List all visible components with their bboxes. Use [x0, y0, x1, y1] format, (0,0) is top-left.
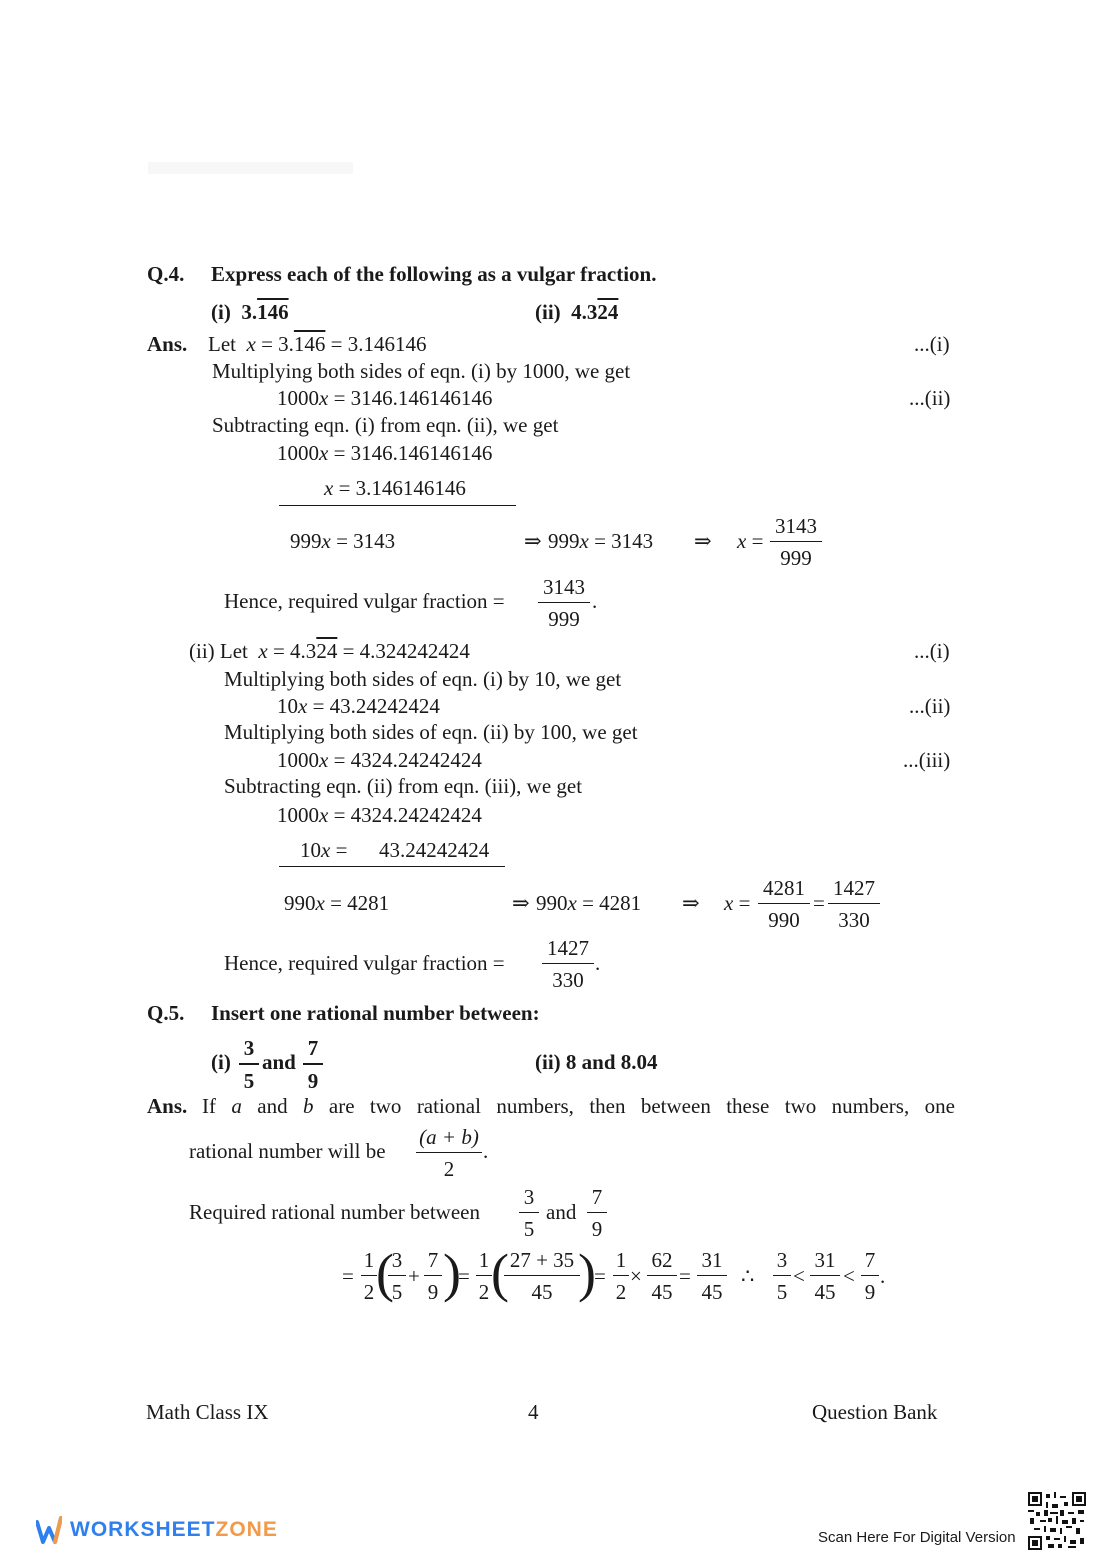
ans1-hence: Hence, required vulgar fraction =	[224, 589, 505, 613]
q5-option-2: (ii) 8 and 8.04	[535, 1050, 658, 1074]
ans1-x-equals: x =	[737, 529, 764, 553]
ans1-result: 999x = 3143	[290, 529, 396, 553]
fraction-3-5: $\frac{3}{5}$	[388, 1250, 406, 1303]
fraction-7-9: $\frac{7}{9}$	[303, 1038, 323, 1092]
equation-tag: ...(i)	[914, 332, 950, 356]
footer-subject: Math Class IX	[146, 1400, 269, 1424]
q5-option-1-label: (i)	[211, 1050, 231, 1074]
ans1-let-line: Let x = 3.146 = 3.146146	[208, 332, 427, 356]
ans2-result: 990x = 4281	[284, 891, 390, 915]
ans-label: Ans.	[147, 1094, 188, 1118]
ans1-multiply-text: Multiplying both sides of eqn. (i) by 1000, we get	[212, 359, 631, 383]
q5-number: Q.5.	[147, 1001, 185, 1025]
w-logo-icon	[36, 1516, 62, 1544]
fraction-31-45: $\frac{31}{45}$	[697, 1250, 727, 1303]
ans2-sub-line-1: 1000x = 4324.24242424	[277, 803, 482, 827]
worksheetzone-logo[interactable]	[36, 1516, 278, 1544]
q5-and: and	[262, 1050, 296, 1074]
fraction-27-plus-35-over-45: $\frac{27 + 35}{45}$	[504, 1250, 580, 1303]
less-than-sign: <	[793, 1264, 805, 1288]
answer-fraction-2: $\frac{1427}{330}$	[542, 938, 594, 991]
ans2-let-line: (ii) Let x = 4.324 = 4.324242424	[189, 639, 470, 663]
scan-instruction: Scan Here For Digital Version	[818, 1529, 1016, 1546]
q4-option-2: (ii) 4.324	[535, 300, 619, 324]
equation-tag: ...(iii)	[903, 748, 951, 772]
ans-label: Ans.	[147, 332, 188, 356]
answer-fraction-1: $\frac{3143}{999}$	[538, 577, 590, 630]
fraction-3143-999: $\frac{3143}{999}$	[770, 516, 822, 569]
implies-arrow: ⇒	[694, 529, 712, 553]
ans3-line-1: If a and b are two rational numbers, then between these two numbers, one	[202, 1094, 955, 1118]
equation-tag: ...(i)	[914, 639, 950, 663]
ans2-subtract-text: Subtracting eqn. (ii) from eqn. (iii), we get	[224, 774, 583, 798]
ans2-sub-line-2: 10x =	[300, 838, 348, 862]
fraction-1-2: $\frac{1}{2}$	[361, 1250, 377, 1303]
faint-header-mark	[148, 162, 353, 174]
ans2-multiply-text-2: Multiplying both sides of eqn. (ii) by 100, we get	[224, 720, 638, 744]
period: .	[595, 951, 601, 975]
ans2-equation-2: 10x = 43.24242424	[277, 694, 440, 718]
times-sign: ×	[630, 1264, 642, 1288]
left-paren: (	[376, 1243, 394, 1303]
ans2-multiply-text-1: Multiplying both sides of eqn. (i) by 10, we get	[224, 667, 622, 691]
less-than-sign: <	[843, 1264, 855, 1288]
subtraction-rule	[279, 505, 516, 506]
therefore-symbol: ∴	[741, 1264, 755, 1288]
right-paren: )	[443, 1243, 461, 1303]
ans2-sub-line-2-value: 43.24242424	[379, 838, 490, 862]
q5-title: Insert one rational number between:	[211, 1001, 540, 1025]
implies-arrow: ⇒	[682, 891, 700, 915]
fraction-3-5: $\frac{3}{5}$	[773, 1250, 791, 1303]
plus-sign: +	[408, 1264, 420, 1288]
period: .	[483, 1139, 489, 1163]
ans2-equation-3: 1000x = 4324.24242424	[277, 748, 482, 772]
equals-sign: =	[594, 1264, 606, 1288]
ans3-required-text: Required rational number between	[189, 1200, 480, 1224]
fraction-7-9: $\frac{7}{9}$	[424, 1250, 442, 1303]
equals-sign: =	[458, 1264, 470, 1288]
right-paren: )	[578, 1243, 596, 1303]
fraction-a-plus-b-over-2: $\frac{(a + b)}{2}$	[416, 1127, 482, 1180]
fraction-31-45: $\frac{31}{45}$	[810, 1250, 840, 1303]
fraction-3-5: $\frac{3}{5}$	[519, 1187, 539, 1240]
period: .	[592, 589, 598, 613]
ans2-result-repeat: 990x = 4281	[536, 891, 642, 915]
ans1-sub-line-1: 1000x = 3146.146146146	[277, 441, 493, 465]
left-paren: (	[491, 1243, 509, 1303]
fraction-62-45: $\frac{62}{45}$	[647, 1250, 677, 1303]
ans2-hence: Hence, required vulgar fraction =	[224, 951, 505, 975]
footer-question-bank: Question Bank	[812, 1400, 938, 1424]
fraction-7-9: $\frac{7}{9}$	[861, 1250, 879, 1303]
implies-arrow: ⇒	[524, 529, 542, 553]
brand-name: WORKSHEETZONE	[70, 1518, 278, 1541]
equals-sign: =	[679, 1264, 691, 1288]
ans1-equation-2: 1000x = 3146.146146146	[277, 386, 493, 410]
ans1-subtract-text: Subtracting eqn. (i) from eqn. (ii), we get	[212, 413, 559, 437]
fraction-4281-990: $\frac{4281}{990}$	[758, 878, 810, 931]
fraction-1427-330: $\frac{1427}{330}$	[828, 878, 880, 931]
fraction-1-2: $\frac{1}{2}$	[476, 1250, 492, 1303]
ans1-sub-line-2: x = 3.146146146	[324, 476, 466, 500]
ans1-result-repeat: 999x = 3143	[548, 529, 654, 553]
ans3-line-2: rational number will be	[189, 1139, 386, 1163]
q4-title: Express each of the following as a vulgar fraction.	[211, 262, 657, 286]
equals-sign: =	[342, 1264, 354, 1288]
q4-number: Q.4.	[147, 262, 185, 286]
equation-tag: ...(ii)	[909, 386, 951, 410]
period: .	[880, 1264, 886, 1288]
implies-arrow: ⇒	[512, 891, 530, 915]
equation-tag: ...(ii)	[909, 694, 951, 718]
fraction-3-5: $\frac{3}{5}$	[239, 1038, 259, 1092]
q4-option-1: (i) 3.146	[211, 300, 289, 324]
qr-code-icon[interactable]	[1028, 1492, 1086, 1550]
fraction-1-2: $\frac{1}{2}$	[613, 1250, 629, 1303]
footer-page-number: 4	[528, 1400, 539, 1424]
subtraction-rule	[279, 866, 505, 867]
ans2-x-equals: x =	[724, 891, 751, 915]
equals-sign: =	[813, 891, 825, 915]
ans3-and: and	[546, 1200, 577, 1224]
fraction-7-9: $\frac{7}{9}$	[587, 1187, 607, 1240]
